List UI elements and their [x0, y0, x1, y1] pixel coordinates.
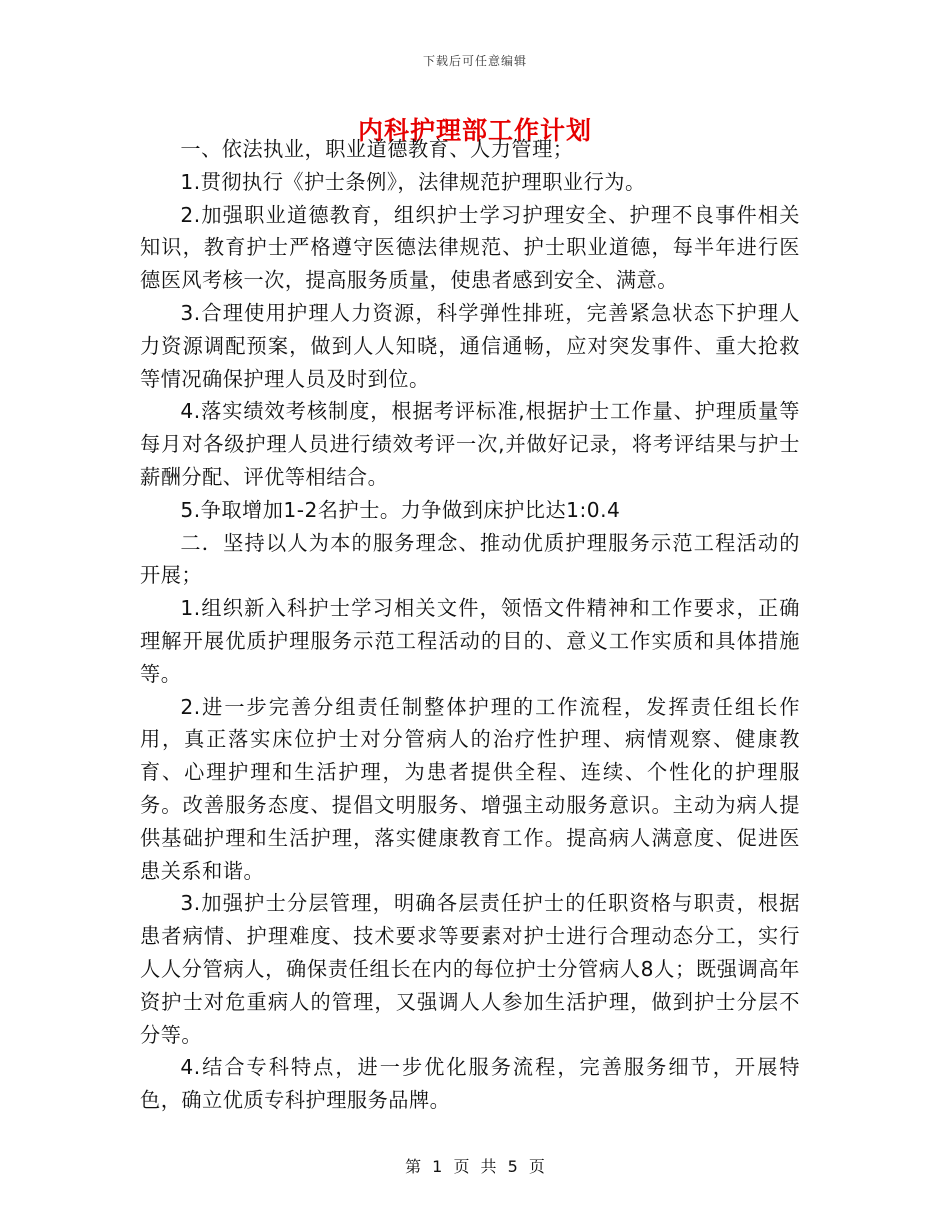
- paragraph: 4.落实绩效考核制度，根据考评标准,根据护士工作量、护理质量等每月对各级护理人员进行绩效考评一次,并做好记录，将考评结果与护士薪酬分配、评优等相结合。: [140, 399, 800, 489]
- paragraph: 2.进一步完善分组责任制整体护理的工作流程，发挥责任组长作用，真正落实床位护士对分管病人的治疗性护理、病情观察、健康教育、心理护理和生活护理，为患者提供全程、连续、个性化的护理服务。改善服务态度、提倡文明服务、增强主动服务意识。主动为病人提供基础护理和生活护理，落实健康教育工作。提高病人满意度、促进医患关系和谐。: [140, 694, 800, 883]
- paragraph: 4.结合专科特点，进一步优化服务流程，完善服务细节，开展特色，确立优质专科护理服务品牌。: [140, 1055, 800, 1113]
- paragraph: 2.加强职业道德教育，组织护士学习护理安全、护理不良事件相关知识，教育护士严格遵守医德法律规范、护士职业道德，每半年进行医德医风考核一次，提高服务质量，使患者感到安全、满意。: [140, 202, 800, 293]
- paragraph: 1.组织新入科护士学习相关文件，领悟文件精神和工作要求，正确理解开展优质护理服务示范工程活动的目的、意义工作实质和具体措施等。: [140, 596, 800, 686]
- paragraph: 1.贯彻执行《护士条例》，法律规范护理职业行为。: [180, 169, 646, 194]
- section-heading: 一、依法执业，职业道德教育、人力管理；: [180, 137, 574, 161]
- header-note: 下载后可任意编辑: [422, 54, 527, 68]
- document-title: 内科护理部工作计划: [357, 116, 592, 145]
- paragraph: 3.加强护士分层管理，明确各层责任护士的任职资格与职责，根据患者病情、护理难度、技术要求等要素对护士进行合理动态分工，实行人人分管病人，确保责任组长在内的每位护士分管病人8人；既强调高年资护士对危重病人的管理，又强调人人参加生活护理，做到护士分层不分等。: [140, 891, 800, 1047]
- paragraph: 5.争取增加1-2名护士。力争做到床护比达1:0.4: [180, 497, 621, 522]
- page-footer: 第 1 页 共 5 页: [405, 1157, 545, 1176]
- section-heading: 二．坚持以人为本的服务理念、推动优质护理服务示范工程活动的开展；: [140, 530, 800, 588]
- document-body: [140, 133, 800, 1117]
- paragraph: 3.合理使用护理人力资源，科学弹性排班，完善紧急状态下护理人力资源调配预案，做到人人知晓，通信通畅，应对突发事件、重大抢救等情况确保护理人员及时到位。: [140, 300, 800, 391]
